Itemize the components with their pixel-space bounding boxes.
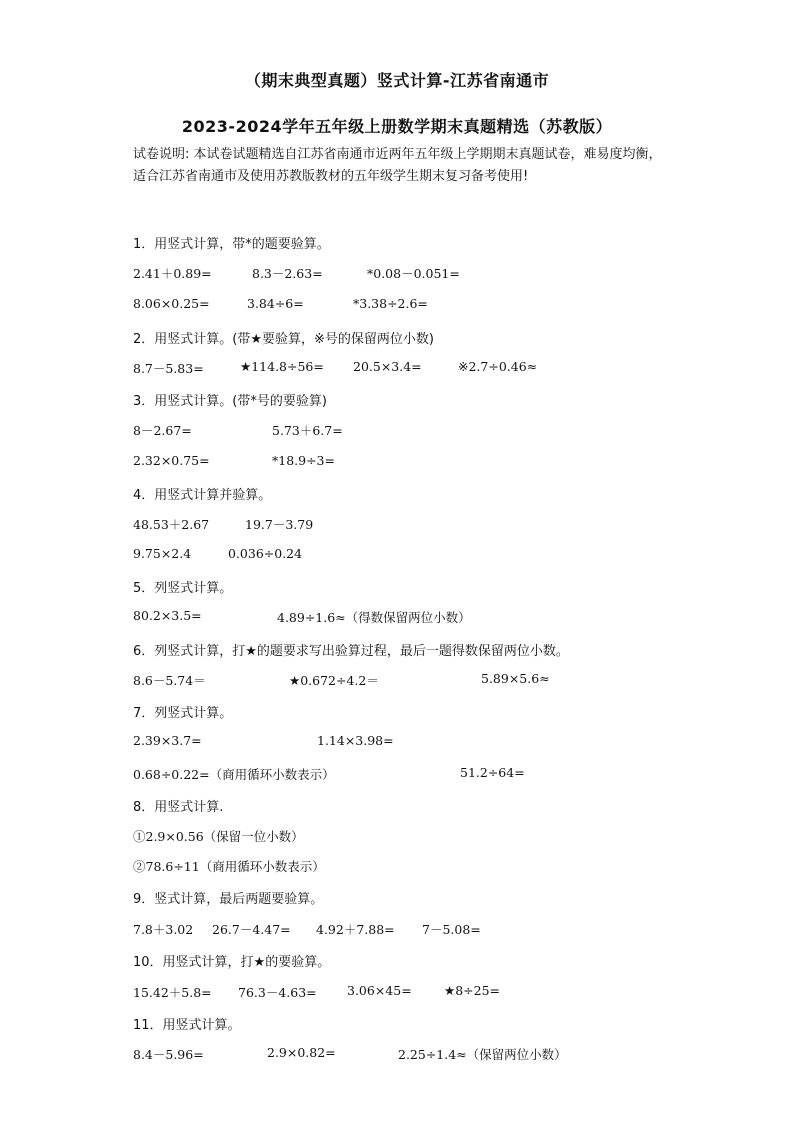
question-2-problem: ★114.8÷56= [240,359,324,374]
question-11-problem: 2.25÷1.4≈（保留两位小数） [398,1047,567,1062]
question-6-problem: ★0.672÷4.2＝ [289,673,379,688]
question-1-problem: 8.3－2.63= [252,266,323,281]
question-3-problem: 8－2.67= [133,423,192,438]
question-1-problem: 3.84÷6= [247,296,304,311]
question-9-problem: 7.8＋3.02 [133,922,194,937]
exam-instructions: 试卷说明: 本试卷试题精选自江苏省南通市近两年五年级上学期期末真题试卷，难易度均衡，适合江苏省南通市及使用苏教版教材的五年级学生期末复习备考使用! [133,147,662,184]
question-10-problem: 15.42＋5.8= [133,985,212,1000]
question-7-title: 7．列竖式计算。 [133,706,233,721]
question-8-problem: ①2.9×0.56（保留一位小数） [133,829,304,844]
question-11-title: 11．用竖式计算。 [133,1018,241,1033]
question-3-problem: *18.9÷3= [272,453,335,468]
question-1-problem: 2.41＋0.89= [133,266,212,281]
question-5-problem: 80.2×3.5= [133,608,202,623]
question-4-problem: 48.53＋2.67 [133,517,210,532]
question-5-problem: 4.89÷1.6≈（得数保留两位小数） [277,610,471,625]
question-2-title: 2．用竖式计算。(带★要验算，※号的保留两位小数) [133,332,434,347]
question-1-title: 1．用竖式计算，带*的题要验算。 [133,237,330,252]
question-4-problem: 0.036÷0.24 [228,546,303,561]
question-4-problem: 9.75×2.4 [133,546,192,561]
question-10-title: 10．用竖式计算，打★的要验算。 [133,955,331,970]
question-8-title: 8．用竖式计算. [133,800,224,815]
question-10-problem: 76.3－4.63= [238,985,317,1000]
question-11-problem: 2.9×0.82= [267,1045,336,1060]
question-9-problem: 4.92＋7.88= [316,922,395,937]
question-9-problem: 7－5.08= [422,922,481,937]
question-9-problem: 26.7－4.47= [212,922,291,937]
question-1-problem: *0.08－0.051= [367,266,460,281]
question-7-problem: 0.68÷0.22=（商用循环小数表示） [133,767,335,782]
question-4-title: 4．用竖式计算并验算。 [133,488,272,503]
question-2-problem: 8.7－5.83= [133,361,204,376]
question-4-problem: 19.7－3.79 [245,517,314,532]
question-6-problem: 5.89×5.6≈ [481,671,550,686]
question-1-problem: 8.06×0.25= [133,296,210,311]
question-1-problem: *3.38÷2.6= [353,296,428,311]
page-subtitle: 2023-2024学年五年级上册数学期末真题精选（苏教版） [181,117,613,136]
question-10-problem: ★8÷25= [444,983,501,998]
question-11-problem: 8.4－5.96= [133,1047,204,1062]
question-3-title: 3．用竖式计算。(带*号的要验算) [133,394,327,409]
question-10-problem: 3.06×45= [347,983,412,998]
question-6-title: 6．列竖式计算，打★的题要求写出验算过程，最后一题得数保留两位小数。 [133,644,569,659]
question-6-problem: 8.6－5.74＝ [133,673,206,688]
question-7-problem: 51.2÷64= [460,765,525,780]
question-3-problem: 2.32×0.75= [133,453,210,468]
question-2-problem: ※2.7÷0.46≈ [458,359,538,374]
question-9-title: 9．竖式计算，最后两题要验算。 [133,892,324,907]
question-7-problem: 1.14×3.98= [317,733,394,748]
question-7-problem: 2.39×3.7= [133,733,202,748]
question-3-problem: 5.73＋6.7= [272,423,343,438]
question-5-title: 5．列竖式计算。 [133,581,233,596]
question-8-problem: ②78.6÷11（商用循环小数表示） [133,859,325,874]
question-2-problem: 20.5×3.4= [353,359,422,374]
page-title: （期末典型真题）竖式计算-江苏省南通市 [244,71,550,90]
